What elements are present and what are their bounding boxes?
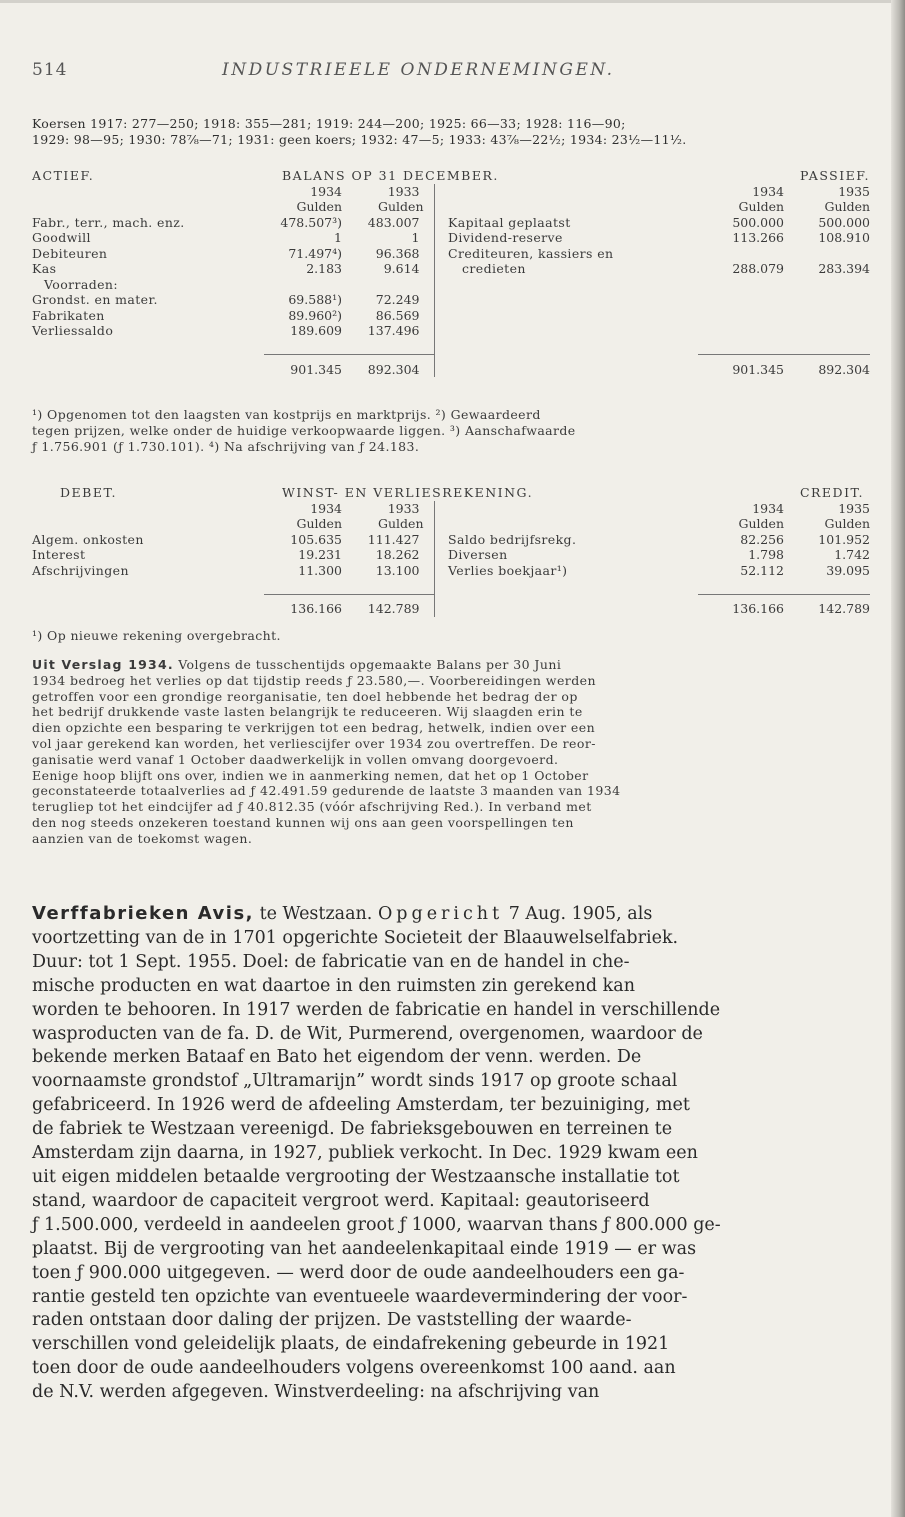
passiva-value: 500.000 bbox=[818, 214, 871, 230]
col-year: 1934 bbox=[752, 183, 785, 199]
activa-value: 2.183 bbox=[306, 261, 342, 276]
entry-line: wasproducten van de fa. D. de Wit, Purmerend, overgenomen, waardoor de bbox=[32, 1023, 703, 1044]
activa-label: Debiteuren bbox=[32, 245, 108, 261]
credit-label: Diversen bbox=[448, 547, 508, 562]
table-row bbox=[32, 292, 870, 308]
table-row bbox=[32, 246, 870, 262]
passiva-value bbox=[784, 246, 870, 262]
debet-value: 11.300 bbox=[298, 562, 342, 578]
profit-loss-footnote bbox=[32, 628, 870, 644]
running-title: INDUSTRIEELE ONDERNEMINGEN. bbox=[222, 60, 615, 80]
passiva-label: Dividend-reserve bbox=[448, 230, 563, 245]
passiva-total: 901.345 bbox=[698, 355, 784, 378]
table-row bbox=[32, 261, 870, 277]
verslag-line: dien opzichte een besparing te verkrijgen tot een bedrag, hetwelk, indien over een bbox=[32, 720, 596, 736]
col-year: 1934 bbox=[310, 500, 342, 516]
footnote-line: tegen prijzen, welke onder de huidige verkoopwaarde liggen. ³) Aanschafwaarde bbox=[32, 423, 576, 438]
passiva-value: 283.394 bbox=[818, 261, 871, 276]
table-row bbox=[32, 323, 870, 339]
footnote-line: ƒ 1.756.901 (ƒ 1.730.101). ⁴) Na afschrijving van ƒ 24.183. bbox=[32, 439, 420, 454]
credit-value: 82.256 bbox=[740, 531, 784, 547]
profit-loss-table bbox=[32, 485, 870, 617]
verslag-paragraph bbox=[32, 657, 870, 847]
activa-value: 86.569 bbox=[375, 307, 420, 323]
verslag-line: Volgens de tusschentijds opgemaakte Balans per 30 Juni bbox=[173, 657, 562, 672]
table-row bbox=[32, 308, 870, 324]
activa-label: Goodwill bbox=[32, 230, 91, 245]
page-header bbox=[32, 60, 870, 90]
activa-value: 72.249 bbox=[375, 292, 420, 307]
col-year: 1935 bbox=[838, 183, 871, 199]
verslag-line: aanzien van de toekomst wagen. bbox=[32, 830, 253, 846]
entry-line: rantie gesteld ten opzichte van eventueele waardevermindering der voor- bbox=[32, 1286, 688, 1307]
entry-line: de N.V. werden afgegeven. Winstverdeeling: na afschrijving van bbox=[32, 1382, 600, 1403]
table-row bbox=[32, 547, 870, 563]
entry-line: de fabriek te Westzaan vereenigd. De fabrieksgebouwen en terreinen te bbox=[32, 1119, 673, 1140]
col-currency: Gulden bbox=[296, 516, 342, 531]
credit-value: 1.798 bbox=[748, 547, 784, 562]
footnote-line: ¹) Op nieuwe rekening overgebracht. bbox=[32, 628, 281, 643]
company-name: Verffabrieken Avis, bbox=[32, 903, 254, 924]
activa-value: 96.368 bbox=[375, 245, 420, 261]
entry-line: Amsterdam zijn daarna, in 1927, publiek verkocht. In Dec. 1929 kwam een bbox=[32, 1143, 698, 1164]
balance-sheet-table bbox=[32, 168, 870, 377]
table-row bbox=[32, 563, 870, 579]
activa-value: 1 bbox=[334, 230, 342, 245]
table-row bbox=[32, 230, 870, 246]
credit-heading: CREDIT. bbox=[799, 485, 864, 500]
verslag-line: den nog steeds onzekeren toestand kunnen wij ons aan geen voorspellingen ten bbox=[32, 814, 574, 830]
credit-value: 39.095 bbox=[826, 562, 870, 578]
activa-value: 89.960²) bbox=[288, 307, 342, 323]
col-currency: Gulden bbox=[378, 516, 424, 531]
entry-line: voornaamste grondstof „Ultramarijn” wordt sinds 1917 op groote schaal bbox=[32, 1071, 678, 1092]
activa-total: 892.304 bbox=[342, 355, 434, 378]
totals-row bbox=[32, 594, 870, 617]
activa-label: Voorraden: bbox=[44, 276, 118, 292]
verslag-line: vol jaar gerekend kan worden, het verliescijfer over 1934 zou overtreffen. De reor- bbox=[32, 735, 596, 751]
page-top-edge bbox=[0, 0, 905, 3]
credit-label: Saldo bedrijfsrekg. bbox=[448, 531, 577, 547]
passiva-heading: PASSIEF. bbox=[800, 168, 871, 183]
entry-line: verschillen vond geleidelijk plaats, de eindafrekening gebeurde in 1921 bbox=[32, 1334, 670, 1355]
balance-footnotes bbox=[32, 407, 870, 455]
verslag-line: getroffen voor een grondige reorganisatie, ten doel hebbende het bedrag der op bbox=[32, 688, 578, 704]
verslag-line: geconstateerde totaalverlies ad ƒ 42.491.59 gedurende de laatste 3 maanden van 1934 bbox=[32, 783, 621, 799]
activa-label: Kas bbox=[32, 261, 57, 276]
col-currency: Gulden bbox=[824, 199, 871, 214]
activa-value: 9.614 bbox=[383, 261, 420, 276]
koersen-line: 1929: 98—95; 1930: 78⅞—71; 1931: geen koers; 1932: 47—5; 1933: 43⅞—22½; 1934: 23½—11½. bbox=[32, 132, 687, 147]
credit-value: 101.952 bbox=[818, 531, 870, 547]
activa-label: Grondst. en mater. bbox=[32, 292, 158, 307]
debet-total: 136.166 bbox=[264, 594, 342, 617]
passiva-value: 108.910 bbox=[818, 230, 871, 245]
entry-line: mische producten en wat daartoe in den ruimsten zin gerekend kan bbox=[32, 975, 635, 996]
entry-line: bekende merken Bataaf en Bato het eigendom der venn. werden. De bbox=[32, 1047, 642, 1068]
col-currency: Gulden bbox=[296, 199, 342, 214]
activa-value: 478.507³) bbox=[280, 214, 342, 230]
page-binding-edge bbox=[891, 0, 905, 1517]
entry-line: stand, waardoor de capaciteit vergroot werd. Kapitaal: geautoriseerd bbox=[32, 1190, 650, 1211]
footnote-line: ¹) Opgenomen tot den laagsten van kostprijs en marktprijs. ²) Gewaardeerd bbox=[32, 407, 541, 422]
debet-label: Interest bbox=[32, 547, 86, 562]
entry-line: voortzetting van de in 1701 opgerichte Societeit der Blaauwelselfabriek. bbox=[32, 927, 679, 948]
totals-row bbox=[32, 355, 870, 378]
entry-line: raden ontstaan door daling der prijzen. De vaststelling der waarde- bbox=[32, 1310, 632, 1331]
col-year: 1933 bbox=[387, 183, 420, 199]
avis-entry bbox=[32, 902, 870, 1405]
verslag-line: Eenige hoop blijft ons over, indien we in aanmerking nemen, dat het op 1 October bbox=[32, 767, 589, 783]
entry-text: te Westzaan. bbox=[254, 904, 378, 924]
col-currency: Gulden bbox=[378, 199, 424, 214]
passiva-total: 892.304 bbox=[784, 355, 870, 378]
koersen-line: Koersen 1917: 277—250; 1918: 355—281; 1919: 244—200; 1925: 66—33; 1928: 116—90; bbox=[32, 116, 626, 131]
verslag-line: 1934 bedroeg het verlies op dat tijdstip reeds ƒ 23.580,—. Voorbereidingen werden bbox=[32, 672, 597, 688]
balance-title: BALANS OP 31 DECEMBER. bbox=[282, 168, 499, 183]
credit-total: 142.789 bbox=[784, 594, 870, 617]
activa-value: 137.496 bbox=[367, 323, 420, 338]
passiva-label: credieten bbox=[462, 261, 526, 276]
debet-total: 142.789 bbox=[342, 594, 434, 617]
activa-total: 901.345 bbox=[264, 355, 342, 378]
col-year: 1934 bbox=[752, 500, 784, 516]
table-row bbox=[32, 215, 870, 231]
credit-value: 52.112 bbox=[740, 562, 784, 578]
entry-line: gefabriceerd. In 1926 werd de afdeeling Amsterdam, ter bezuiniging, met bbox=[32, 1095, 690, 1116]
passiva-label: Crediteuren, kassiers en bbox=[448, 245, 614, 261]
entry-line: ƒ 1.500.000, verdeeld in aandeelen groot ƒ 1000, waarvan thans ƒ 800.000 ge- bbox=[32, 1214, 721, 1235]
entry-line: toen ƒ 900.000 uitgegeven. — werd door de oude aandeelhouders een ga- bbox=[32, 1262, 685, 1283]
entry-line: uit eigen middelen betaalde vergrooting der Westzaansche installatie tot bbox=[32, 1166, 680, 1187]
table-row bbox=[32, 532, 870, 548]
activa-value: 1 bbox=[411, 230, 420, 245]
activa-value: 483.007 bbox=[367, 214, 420, 230]
verslag-line: terugliep tot het eindcijfer ad ƒ 40.812.35 (vóór afschrijving Red.). In verband met bbox=[32, 799, 592, 815]
koersen-paragraph bbox=[32, 116, 870, 148]
col-currency: Gulden bbox=[738, 199, 785, 214]
passiva-value: 113.266 bbox=[732, 230, 785, 245]
passiva-value bbox=[698, 246, 784, 262]
activa-value: 189.609 bbox=[290, 323, 342, 338]
opgericht-label: Opgericht bbox=[377, 904, 504, 924]
activa-label: Fabr., terr., mach. enz. bbox=[32, 214, 185, 230]
debet-value: 111.427 bbox=[367, 531, 420, 547]
activa-label: Verliessaldo bbox=[32, 323, 114, 338]
debet-label: Afschrijvingen bbox=[32, 562, 129, 578]
debet-value: 19.231 bbox=[298, 547, 342, 562]
verslag-line: het bedrijf drukkende vaste lasten belangrijk te reduceeren. Wij slaagden erin te bbox=[32, 704, 583, 720]
col-currency: Gulden bbox=[738, 516, 784, 531]
col-year: 1933 bbox=[387, 500, 420, 516]
passiva-value: 500.000 bbox=[732, 214, 785, 230]
debet-value: 18.262 bbox=[375, 547, 420, 562]
table-row bbox=[32, 277, 870, 293]
debet-value: 105.635 bbox=[290, 531, 342, 547]
verslag-line: ganisatie werd vanaf 1 October daadwerkelijk in vollen omvang doorgevoerd. bbox=[32, 751, 559, 767]
col-year: 1934 bbox=[310, 183, 342, 199]
activa-heading: ACTIEF. bbox=[32, 168, 95, 183]
credit-total: 136.166 bbox=[698, 594, 784, 617]
page-number: 514 bbox=[32, 60, 68, 80]
col-year: 1935 bbox=[838, 500, 870, 516]
passiva-value: 288.079 bbox=[732, 261, 785, 276]
entry-line: plaatst. Bij de vergrooting van het aandeelenkapitaal einde 1919 — er was bbox=[32, 1238, 697, 1259]
credit-label: Verlies boekjaar¹) bbox=[448, 562, 568, 578]
passiva-label: Kapitaal geplaatst bbox=[448, 214, 571, 230]
entry-text: 7 Aug. 1905, als bbox=[503, 904, 653, 924]
activa-value: 71.497⁴) bbox=[288, 245, 342, 261]
profit-loss-title: WINST- EN VERLIESREKENING. bbox=[282, 485, 534, 500]
debet-value: 13.100 bbox=[375, 562, 420, 578]
verslag-heading: Uit Verslag 1934. bbox=[32, 657, 174, 672]
activa-label: Fabrikaten bbox=[32, 307, 105, 323]
debet-label: Algem. onkosten bbox=[32, 531, 144, 547]
col-currency: Gulden bbox=[824, 516, 870, 531]
entry-line: Duur: tot 1 Sept. 1955. Doel: de fabricatie van en de handel in che- bbox=[32, 951, 630, 972]
entry-line: toen door de oude aandeelhouders volgens overeenkomst 100 aand. aan bbox=[32, 1358, 676, 1379]
activa-value: 69.588¹) bbox=[288, 292, 342, 307]
entry-line: worden te behooren. In 1917 werden de fabricatie en handel in verschillende bbox=[32, 999, 721, 1020]
credit-value: 1.742 bbox=[834, 547, 870, 562]
debet-heading: DEBET. bbox=[60, 485, 117, 500]
